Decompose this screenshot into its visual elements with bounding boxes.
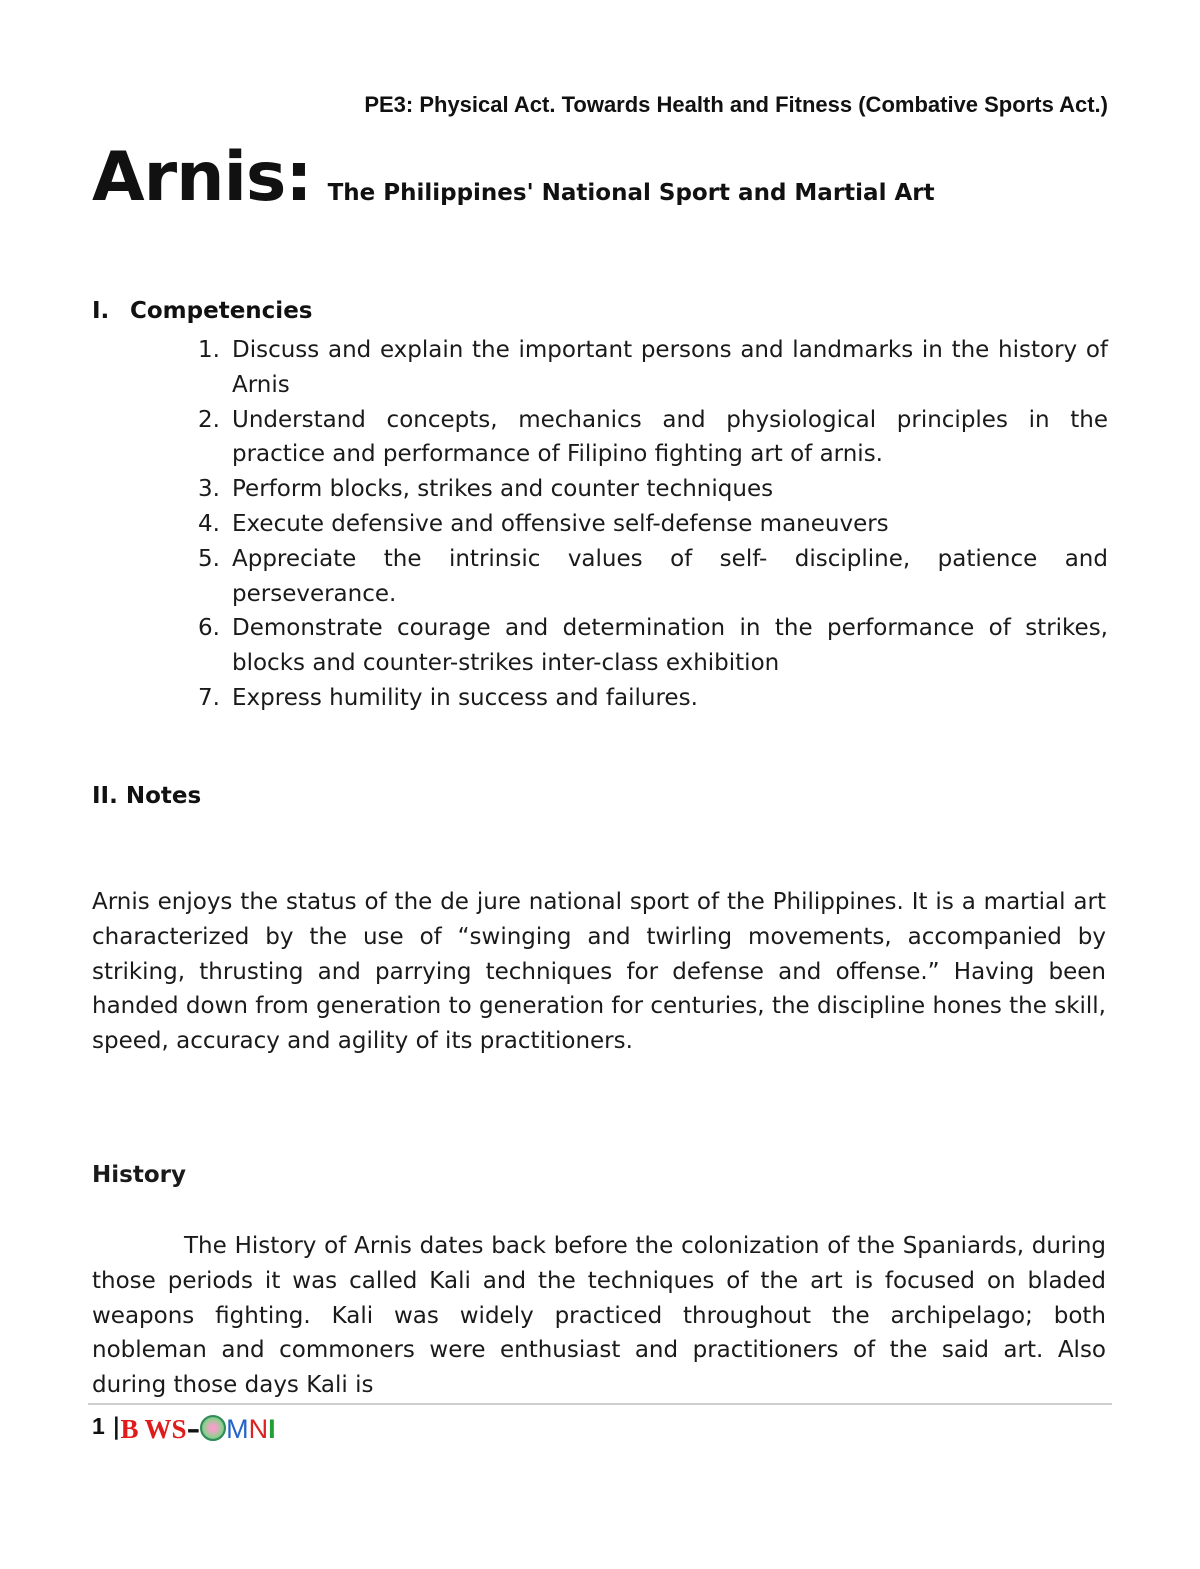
list-number: 6.: [198, 615, 220, 642]
list-number: 4.: [198, 510, 220, 537]
list-item: [180, 403, 1108, 473]
footer-divider: [88, 1403, 1112, 1405]
list-number: 5.: [198, 545, 220, 572]
list-text: Perform blocks, strikes and counter techniques: [232, 476, 774, 503]
list-item: [180, 333, 1108, 403]
logo-letter-n: N: [248, 1414, 269, 1444]
list-item: [180, 507, 1108, 542]
logo-letter-s: S: [171, 1414, 187, 1444]
list-item: [180, 681, 1108, 716]
history-heading: History: [92, 1162, 186, 1188]
section-numeral: I.: [92, 298, 110, 324]
list-text: Understand concepts, mechanics and physiological principles in the practice and performance of Filipino fighting art of arnis.: [232, 406, 1108, 468]
list-text: Appreciate the intrinsic values of self- discipline, patience and perseverance.: [232, 545, 1108, 607]
logo-letter-b: B: [120, 1414, 139, 1444]
list-item: [180, 611, 1108, 681]
history-paragraph: The History of Arnis dates back before the colonization of the Spaniards, during those periods it was called Kali and the techniques of the art is focused on bladed weapons fighting. Kali was widely practiced throughout the archipelago; both nobleman and commoners were enthusiast and practitioners of the said art. Also during those days Kali is: [92, 1233, 1106, 1399]
competencies-heading: [92, 298, 312, 324]
list-number: 2.: [198, 406, 220, 433]
logo-letter-w: W: [144, 1414, 172, 1444]
page-number: 1: [92, 1413, 105, 1439]
logo-letter-i: I: [268, 1414, 276, 1444]
list-number: 3.: [198, 476, 220, 503]
logo-letter-m: M: [226, 1414, 249, 1444]
list-text: Express humility in success and failures.: [232, 684, 698, 711]
page-footer: [92, 1413, 276, 1445]
list-item: [180, 542, 1108, 612]
page-title: Arnis:: [92, 138, 312, 217]
course-header: PE3: Physical Act. Towards Health and Fitness (Combative Sports Act.): [364, 92, 1108, 117]
notes-paragraph: Arnis enjoys the status of the de jure national sport of the Philippines. It is a martial art characterized by the use of “swinging and twirling movements, accompanied by striking, thrusting and parrying techniques for defense and offense.” Having been handed down from generation to generation for centuries, the discipline hones the skill, speed, accuracy and agility of its practitioners.: [92, 889, 1106, 1055]
seal-icon: [200, 1415, 226, 1441]
list-text: Demonstrate courage and determination in the performance of strikes, blocks and counter-strikes inter-class exhibition: [232, 615, 1108, 677]
list-text: Execute defensive and offensive self-defense maneuvers: [232, 510, 889, 537]
list-number: 1.: [198, 337, 220, 363]
footer-separator: |: [112, 1414, 121, 1440]
section-title: Competencies: [130, 298, 313, 324]
list-text: Discuss and explain the important persons and landmarks in the history of Arnis: [232, 337, 1108, 398]
bws-omni-logo: [121, 1414, 276, 1445]
list-number: 7.: [198, 684, 220, 711]
logo-dash: –: [186, 1414, 201, 1445]
list-item: [180, 472, 1108, 507]
title-row: [92, 138, 935, 217]
competencies-list: [180, 333, 1108, 716]
notes-heading: II. Notes: [92, 783, 202, 809]
page-subtitle: The Philippines' National Sport and Martial Art: [327, 180, 935, 206]
